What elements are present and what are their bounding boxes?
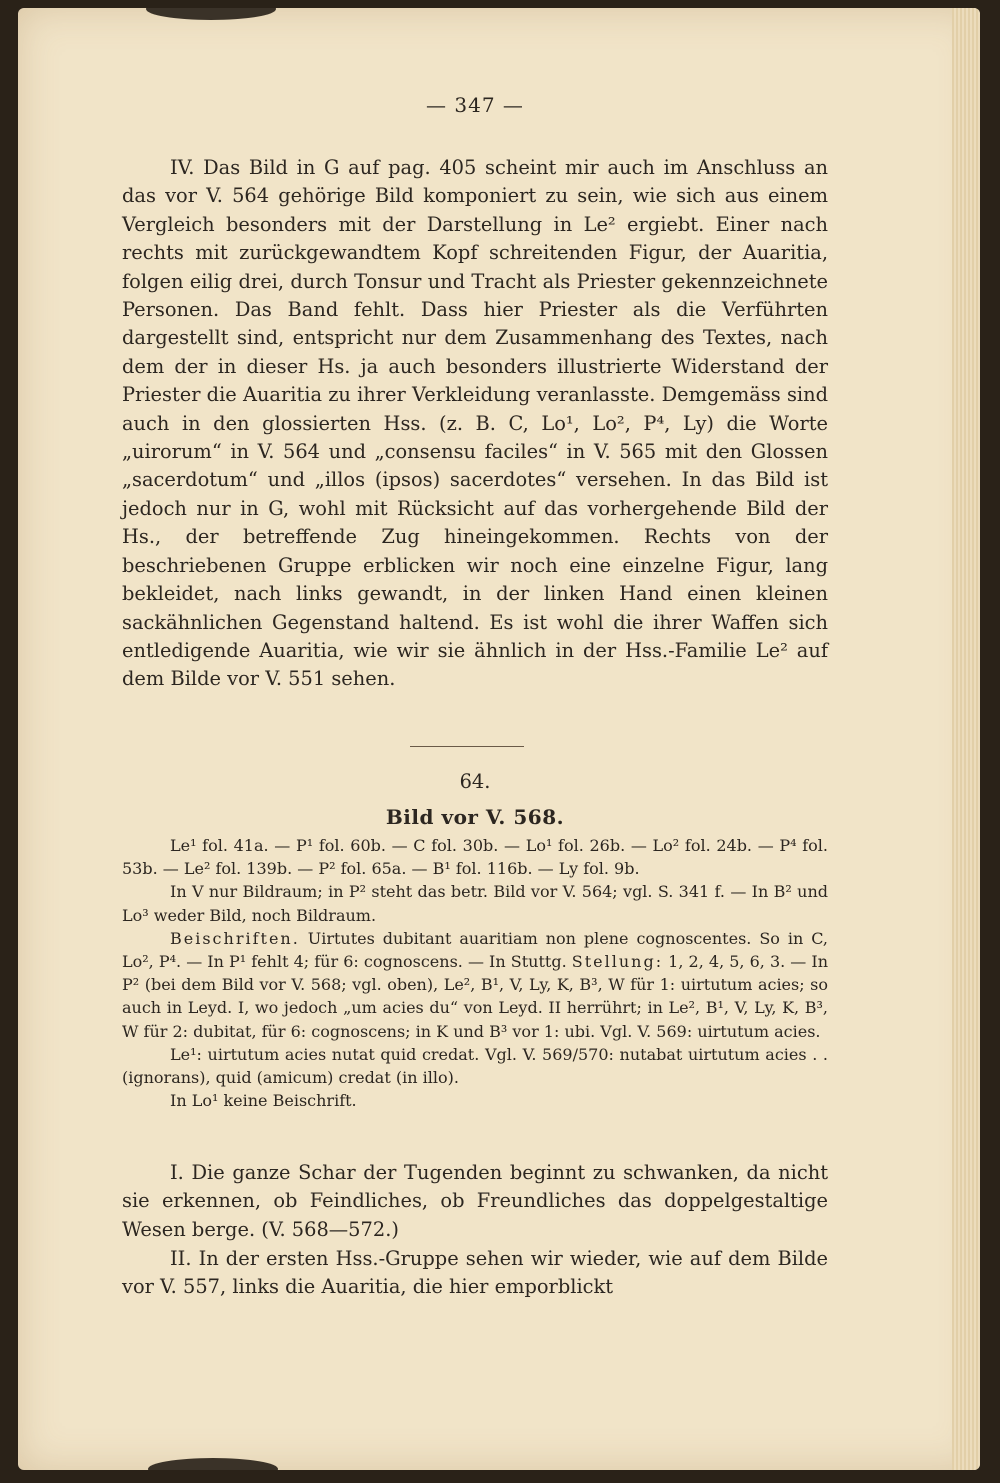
section-number: 64.	[459, 770, 491, 793]
lo1-note: In Lo¹ keine Beischrift.	[170, 1091, 357, 1111]
beischriften-label: Beischriften.	[170, 928, 300, 948]
paragraph-ii: II. In der ersten Hss.-Gruppe sehen wir wieder, wie auf dem Bilde vor V. 557, links die Auaritia, die hier emporblickt	[122, 1247, 828, 1299]
book-page	[18, 8, 980, 1470]
page-number: — 347 —	[426, 93, 524, 117]
beischriften-text: Uirtutes dubitant auaritiam non plene cognoscentes. So in C, Lo², P⁴. — In P¹ fehlt 4; für 6: cognoscens. — In Stuttg.	[122, 928, 828, 972]
binding-hole-bottom	[148, 1458, 278, 1470]
section-title: Bild vor V. 568.	[385, 805, 565, 829]
manuscript-list: Le¹ fol. 41a. — P¹ fol. 60b. — C fol. 30b. — Lo¹ fol. 26b. — Lo² fol. 24b. — P⁴ fol. 53b. — Le² fol. 139b. — P² fol. 65a. — B¹ fol. 116b. — Ly fol. 9b.	[122, 836, 828, 879]
paragraph-i: I. Die ganze Schar der Tugenden beginnt zu schwanken, da nicht sie erkennen, ob Feindliches, ob Freundliches das doppelgestaltige Wesen berge. (V. 568—572.)	[122, 1161, 828, 1241]
section-divider	[410, 746, 524, 747]
page-edge	[952, 8, 980, 1470]
notes-block	[122, 834, 828, 1112]
paragraph-iv: IV. Das Bild in G auf pag. 405 scheint mir auch im Anschluss an das vor V. 564 gehörige Bild komponiert zu sein, wie sich aus einem Vergleich besonders mit der Darstellung in Le² ergiebt. Einer nach rechts mit zurückgewandtem Kopf schreitenden Figur, der Auaritia, folgen eilig drei, durch Tonsur und Tracht als Priester gekennzeichnete Personen. Das Band fehlt. Dass hier Priester als die Verführten dargestellt sind, entspricht nur dem Zusammenhang des Textes, nach dem der in dieser Hs. ja auch besonders illustrierte Widerstand der Priester die Auaritia zu ihrer Verkleidung veranlasste. Demgemäss sind auch in den glossierten Hss. (z. B. C, Lo¹, Lo², P⁴, Ly) die Worte „uirorum“ in V. 564 und „consensu faciles“ in V. 565 mit den Glossen „sacerdotum“ und „illos (ipsos) sacerdotes“ versehen. In das Bild ist jedoch nur in G, wohl mit Rücksicht auf das vorhergehende Bild der Hs., der betreffende Zug hineingekommen. Rechts von der beschriebenen Gruppe erblicken wir noch eine einzelne Figur, lang bekleidet, nach links gewandt, in der linken Hand einen kleinen sackähnlichen Gegenstand haltend. Es ist wohl die ihrer Waffen sich entledigende Auaritia, wie wir sie ähnlich in der Hss.-Familie Le² auf dem Bilde vor V. 551 sehen.	[122, 156, 828, 691]
stellung-label: Stellung:	[571, 952, 664, 972]
bildraum-note: In V nur Bildraum; in P² steht das betr. Bild vor V. 564; vgl. S. 341 f. — In B² und Lo³ weder Bild, noch Bildraum.	[122, 882, 828, 925]
stellung-text: 1, 2, 4, 5, 6, 3. — In P² (bei dem Bild vor V. 568; vgl. oben), Le², B¹, V, Ly, K, B³, W für 1: uirtutum acies; so auch in Leyd. I, wo jedoch „um acies du“ von Leyd. II herrührt; in Le², B¹, V, Ly, K, B³, W für 2: dubitat, für 6: cognoscens; in K und B³ vor 1: ubi. Vgl. V. 569: uirtutum acies.	[122, 952, 829, 1041]
binding-hole-top	[146, 8, 276, 20]
beischriften-note	[122, 927, 828, 1043]
le1-note: Le¹: uirtutum acies nutat quid credat. Vgl. V. 569/570: nutabat uirtutum acies . . (ignorans), quid (amicum) credat (in illo).	[122, 1044, 828, 1088]
